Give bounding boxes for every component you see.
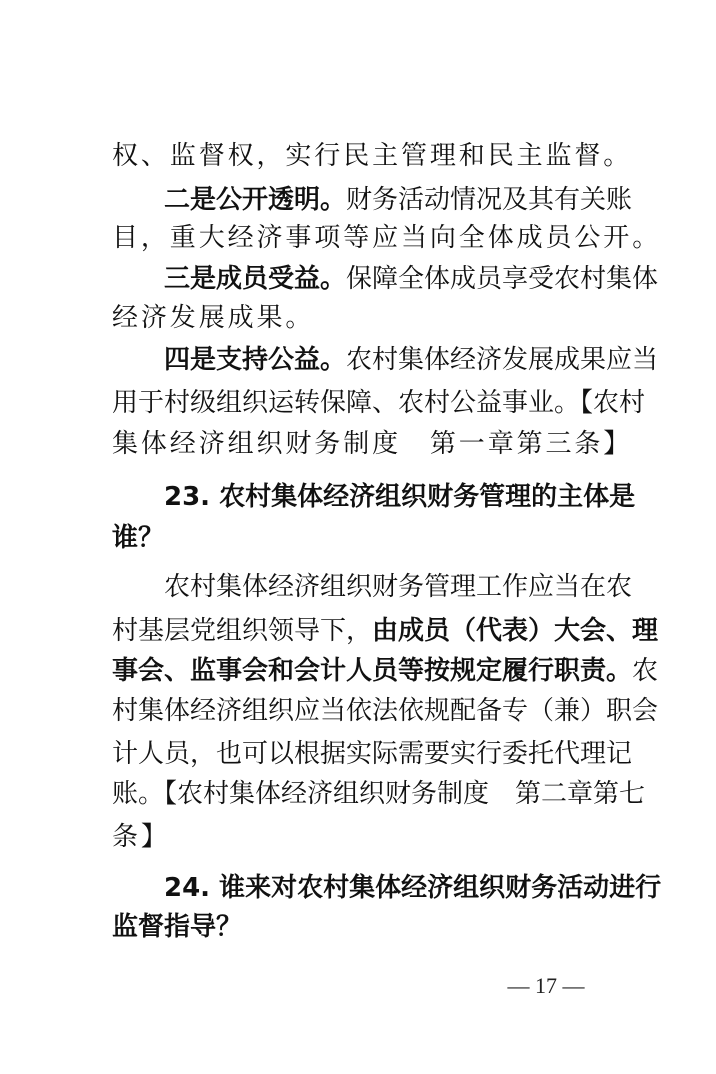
text-line (112, 772, 646, 816)
text-run: 农村集体经济发展成果应当 (346, 345, 659, 375)
text-line (164, 565, 633, 609)
text-line (164, 257, 659, 301)
text-run: 保障全体成员享受农村集体 (346, 264, 659, 294)
text-line (112, 649, 659, 693)
text-run: 计人员，也可以根据实际需要实行委托代理记 (112, 739, 633, 769)
text-line (112, 216, 662, 260)
bold-lead-phrase: 二是公开透明。 (164, 185, 347, 215)
question-heading (164, 866, 662, 910)
text-run: 村集体经济组织应当依法依规配备专（兼）职会 (112, 696, 659, 726)
bold-lead-phrase: 四是支持公益。 (164, 345, 347, 375)
text-line (112, 689, 659, 733)
text-run: 用于村级组织运转保障、农村公益事业。【农村 (112, 388, 646, 418)
text-line (112, 732, 633, 776)
question-heading-continued (112, 516, 617, 560)
text-line (112, 381, 646, 425)
bold-lead-phrase: 三是成员受益。 (164, 264, 347, 294)
text-line (164, 338, 659, 382)
text-line (112, 134, 633, 178)
text-run: 农村集体经济组织财务管理工作应当在农 (164, 572, 633, 602)
text-run: 账。【农村集体经济组织财务制度 第二章第七 (112, 779, 646, 809)
text-line (112, 422, 633, 466)
text-run: 农 (632, 656, 659, 686)
text-run: 村基层党组织领导下， (112, 616, 373, 646)
text-run: 权、监督权，实行民主管理和民主监督。 (112, 141, 633, 171)
text-line (112, 815, 617, 859)
question-text: 23. 农村集体经济组织财务管理的主体是 (164, 482, 636, 512)
text-run: 经济发展成果。 (112, 303, 315, 333)
text-line (112, 609, 659, 653)
question-text: 谁？ (112, 523, 165, 553)
page-number: — 17 — (507, 973, 585, 998)
question-text: 24. 谁来对农村集体经济组织财务活动进行 (164, 873, 662, 903)
question-heading-continued (112, 905, 617, 949)
bold-phrase: 由成员（代表）大会、理 (372, 616, 659, 646)
question-heading (164, 475, 636, 519)
text-run: 条】 (112, 822, 170, 852)
text-run: 财务活动情况及其有关账 (346, 185, 633, 215)
text-run: 集体经济组织财务制度 第一章第三条】 (112, 429, 633, 459)
text-run: 目，重大经济事项等应当向全体成员公开。 (112, 223, 662, 253)
bold-phrase: 事会、监事会和会计人员等按规定履行职责。 (112, 656, 633, 686)
question-text: 监督指导？ (112, 912, 243, 942)
text-line (112, 296, 617, 340)
